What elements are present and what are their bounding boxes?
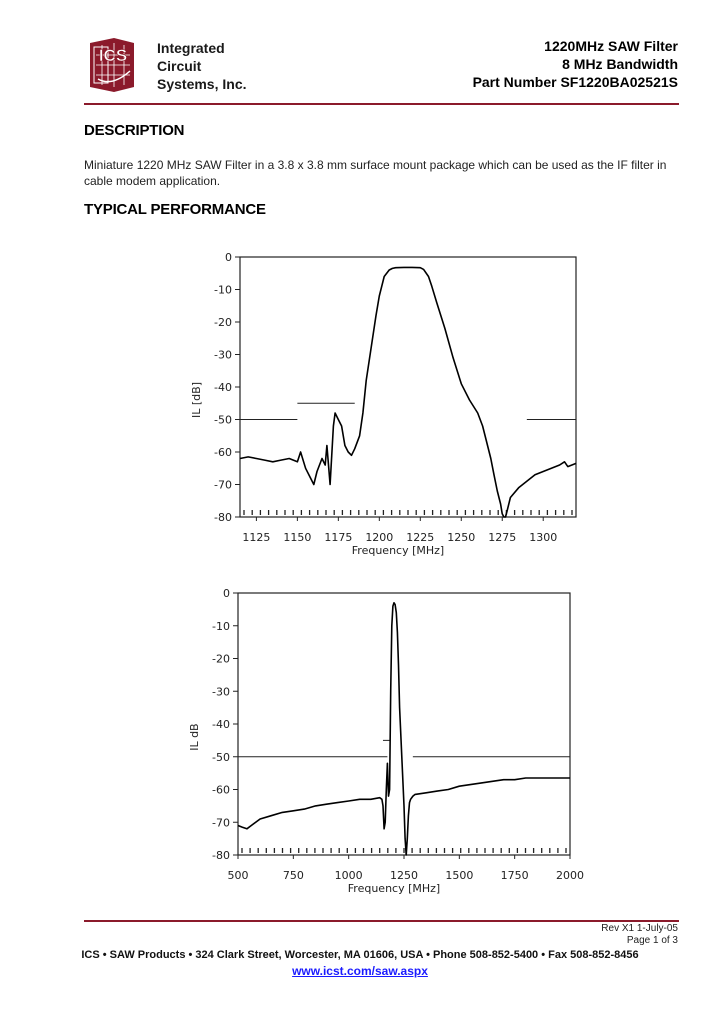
y-tick-label: 0 <box>223 587 230 600</box>
y-axis-label: IL [dB] <box>190 382 203 418</box>
x-tick-label: 1500 <box>445 869 474 882</box>
y-tick-label: -10 <box>214 283 232 297</box>
company-line-3: Systems, Inc. <box>157 76 247 92</box>
footer-link-wrap <box>0 964 720 978</box>
x-tick-label: 1125 <box>242 531 271 544</box>
company-line-2: Circuit <box>157 58 202 74</box>
plot-frame <box>240 257 576 517</box>
y-tick-label: -60 <box>214 446 232 459</box>
company-name <box>157 39 247 93</box>
company-line-1: Integrated <box>157 40 225 56</box>
y-tick-label: -50 <box>214 413 232 427</box>
y-tick-label: -80 <box>214 511 232 524</box>
x-tick-label: 1000 <box>334 869 363 882</box>
x-tick-label: 500 <box>227 869 249 882</box>
page-number: Page 1 of 3 <box>626 935 678 946</box>
document-header <box>473 37 678 91</box>
y-tick-label: -20 <box>212 652 230 666</box>
footer-meta <box>601 923 678 947</box>
x-tick-label: 1300 <box>529 531 558 544</box>
y-tick-label: -70 <box>212 816 230 830</box>
revision-text: Rev X1 1-July-05 <box>601 923 678 934</box>
y-axis-label: IL dB <box>188 723 201 751</box>
x-tick-label: 1750 <box>500 869 529 882</box>
description-heading: DESCRIPTION <box>84 122 185 139</box>
y-tick-label: -40 <box>214 381 232 394</box>
description-text: Miniature 1220 MHz SAW Filter in a 3.8 x 3.8 mm surface mount package which can be used as the IF filter in cable modem application. <box>84 158 667 188</box>
y-tick-label: -70 <box>214 478 232 492</box>
x-tick-label: 1200 <box>365 531 394 544</box>
header-divider <box>84 103 679 105</box>
x-axis-label: Frequency [MHz] <box>351 544 445 557</box>
x-tick-label: 750 <box>282 869 304 882</box>
website-link[interactable]: www.icst.com/saw.aspx <box>292 964 428 978</box>
y-tick-label: -20 <box>214 316 232 329</box>
chart-passband <box>170 240 590 570</box>
part-number: Part Number SF1220BA02521S <box>472 74 678 90</box>
x-tick-label: 1225 <box>406 531 435 544</box>
y-tick-label: -80 <box>212 849 230 862</box>
y-tick-label: -10 <box>212 619 230 633</box>
product-title: 1220MHz SAW Filter <box>544 38 678 54</box>
x-tick-label: 1250 <box>390 869 418 882</box>
y-tick-label: -40 <box>212 718 230 731</box>
x-axis-label: Frequency [MHz] <box>347 882 441 895</box>
logo-lettering: ICS <box>98 46 128 65</box>
x-tick-label: 1150 <box>283 531 312 544</box>
y-tick-label: -60 <box>212 783 230 797</box>
y-tick-label: -50 <box>212 750 230 764</box>
y-tick-label: -30 <box>212 685 230 699</box>
performance-heading: TYPICAL PERFORMANCE <box>84 201 266 218</box>
footer-divider <box>84 920 679 922</box>
y-tick-label: 0 <box>225 251 232 264</box>
x-tick-label: 1250 <box>447 531 476 544</box>
bandwidth-title: 8 MHz Bandwidth <box>562 56 678 72</box>
x-tick-label: 1275 <box>488 531 517 544</box>
footer-contact: ICS • SAW Products • 324 Clark Street, Worcester, MA 01606, USA • Phone 508-852-5400 • Fax 508-852-8456 <box>81 949 639 961</box>
chart-wideband <box>170 578 600 903</box>
ics-logo <box>84 35 139 95</box>
x-tick-label: 2000 <box>556 869 584 882</box>
x-tick-label: 1175 <box>324 531 353 544</box>
ics-logo-graphic <box>84 35 139 95</box>
y-tick-label: -30 <box>214 348 232 362</box>
